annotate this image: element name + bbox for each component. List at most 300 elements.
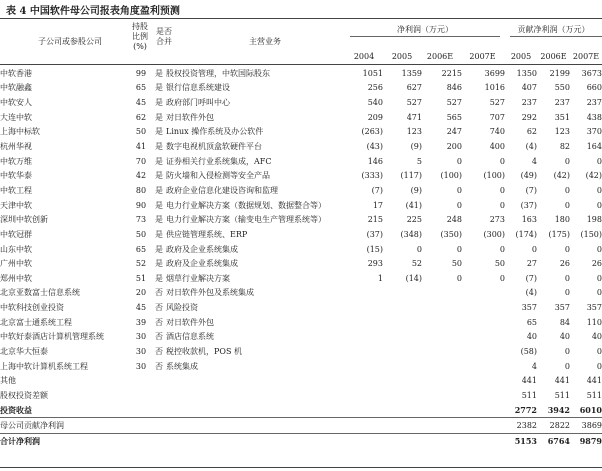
business-desc: 数字电视机顶盒软硬件平台	[166, 142, 262, 152]
stake-percent: 62	[135, 112, 147, 122]
contribution-cell: 6010	[579, 405, 602, 416]
contribution-cell: (42)	[585, 171, 602, 181]
table-row	[0, 66, 602, 81]
contribution-cell: 441	[586, 376, 602, 386]
net-profit-cell: 3699	[484, 68, 505, 78]
net-profit-cell	[422, 434, 462, 449]
business-desc	[166, 434, 345, 449]
table-row	[0, 344, 602, 359]
net-profit-cell: 565	[446, 112, 462, 122]
subsidiary-name: 投资收益	[0, 404, 32, 415]
net-profit-cell	[462, 315, 505, 330]
subsidiary-name: 大连中软	[0, 112, 32, 122]
stake-percent: 30	[135, 346, 147, 356]
consolidated-flag: 否	[155, 346, 163, 356]
net-profit-cell	[345, 418, 383, 434]
header-stake-line-2: 比例	[132, 32, 148, 41]
contribution-cell: 2772	[514, 405, 537, 416]
consolidated-flag: 是	[155, 259, 163, 269]
stake-percent: 41	[135, 142, 147, 152]
header-consolidated	[152, 27, 176, 47]
net-profit-cell	[383, 434, 422, 449]
subsidiary-name: 天津中软	[0, 200, 32, 210]
table-row	[0, 256, 602, 271]
contribution-cell: 0	[596, 156, 602, 166]
table-row	[0, 227, 602, 242]
net-profit-cell: 248	[446, 215, 462, 225]
net-profit-cell: 471	[406, 112, 422, 122]
net-profit-cell: 0	[499, 244, 505, 254]
net-profit-cell: 527	[489, 98, 505, 108]
net-profit-cell: 846	[446, 83, 462, 93]
net-profit-cell: 527	[406, 98, 422, 108]
table-row	[0, 154, 602, 169]
table-row	[0, 403, 602, 418]
business-desc: 对日软件外包	[166, 317, 214, 327]
subsidiary-name: 母公司贡献净利润	[0, 418, 130, 434]
contribution-cell: (7)	[525, 185, 537, 195]
stake-percent: 73	[135, 215, 147, 225]
net-profit-cell	[345, 315, 383, 330]
table-row	[0, 183, 602, 198]
header-year: 2006E	[540, 52, 567, 61]
subsidiary-name: 中软万维	[0, 156, 32, 166]
header-year: 2007E	[572, 52, 600, 61]
business-desc: 烟草行业解决方案	[166, 273, 230, 283]
contribution-cell: 4	[531, 156, 537, 166]
contribution-cell: 1350	[516, 68, 537, 78]
net-profit-cell	[345, 344, 383, 359]
contribution-cell: 3673	[581, 68, 602, 78]
contribution-cell: 441	[521, 376, 537, 386]
contribution-cell: 357	[554, 303, 570, 313]
contribution-cell: 62	[526, 127, 537, 137]
stake-percent: 50	[135, 127, 147, 137]
consolidated-flag: 否	[155, 303, 163, 313]
contribution-cell: 27	[526, 259, 537, 269]
contribution-cell: 0	[564, 361, 570, 371]
stake-percent: 65	[135, 83, 147, 93]
header-year: 2007E	[469, 52, 496, 61]
contribution-cell: 2199	[549, 68, 570, 78]
header-group-rule	[510, 36, 602, 37]
consolidated-flag: 是	[155, 68, 163, 78]
consolidated-flag: 是	[155, 156, 163, 166]
contribution-cell: 0	[596, 273, 602, 283]
net-profit-cell	[422, 388, 462, 403]
business-desc: Linux 操作系统及办公软件	[166, 127, 264, 137]
table-row	[0, 168, 602, 183]
contribution-cell: 0	[564, 200, 570, 210]
net-profit-cell: 225	[406, 215, 422, 225]
contribution-cell: 550	[554, 83, 570, 93]
net-profit-cell: 17	[372, 200, 383, 210]
net-profit-cell: 215	[367, 215, 383, 225]
subsidiary-name: 合计净利润	[0, 434, 130, 449]
consolidated-flag: 是	[155, 200, 163, 210]
net-profit-cell: 0	[499, 185, 505, 195]
contribution-cell: 164	[586, 142, 602, 152]
business-desc: 税控收款机，POS 机	[166, 346, 242, 356]
business-desc: 风险投资	[166, 303, 198, 313]
net-profit-cell: 1	[377, 273, 383, 283]
consolidated-flag	[152, 388, 166, 403]
stake-percent: 45	[135, 303, 147, 313]
contribution-cell: (175)	[548, 229, 570, 239]
contribution-cell: 357	[521, 303, 537, 313]
subsidiary-name: 中软科技创业投资	[0, 303, 64, 313]
stake-percent	[130, 434, 152, 449]
stake-percent: 30	[135, 332, 147, 342]
table-row	[0, 388, 602, 403]
net-profit-cell	[422, 359, 462, 374]
stake-percent: 65	[135, 244, 147, 254]
net-profit-cell: (41)	[405, 200, 422, 210]
stake-percent: 90	[135, 200, 147, 210]
table-row	[0, 434, 602, 449]
net-profit-cell: (9)	[410, 185, 422, 195]
net-profit-cell	[422, 403, 462, 418]
net-profit-cell	[383, 330, 422, 345]
contribution-cell: (58)	[520, 346, 537, 356]
net-profit-cell: 0	[416, 244, 422, 254]
net-profit-cell: 0	[456, 200, 462, 210]
table-row	[0, 198, 602, 213]
contribution-cell: 0	[531, 244, 537, 254]
consolidated-flag: 否	[155, 288, 163, 298]
net-profit-cell: 50	[494, 259, 505, 269]
contribution-cell: 123	[554, 127, 570, 137]
consolidated-flag: 是	[155, 171, 163, 181]
profit-forecast-table	[0, 66, 602, 449]
contribution-cell: 351	[554, 112, 570, 122]
contribution-cell: 357	[586, 303, 602, 313]
net-profit-cell: 0	[456, 156, 462, 166]
net-profit-cell: 0	[456, 273, 462, 283]
net-profit-cell: (350)	[440, 229, 462, 239]
consolidated-flag: 是	[155, 185, 163, 195]
header-stake-line-1: 持股	[132, 22, 148, 31]
contribution-cell: 40	[559, 332, 570, 342]
stake-percent: 51	[135, 273, 147, 283]
consolidated-flag: 是	[155, 229, 163, 239]
subsidiary-name: 山东中软	[0, 244, 32, 254]
net-profit-cell: 400	[489, 142, 505, 152]
net-profit-cell: (43)	[366, 142, 383, 152]
contribution-cell: 237	[586, 98, 602, 108]
net-profit-cell	[462, 330, 505, 345]
subsidiary-name: 中软安人	[0, 98, 32, 108]
header-year: 2006E	[426, 52, 454, 61]
business-desc: 银行信息系统建设	[166, 83, 230, 93]
contribution-cell: (49)	[520, 171, 537, 181]
subsidiary-name: 北京富士通系统工程	[0, 317, 72, 327]
net-profit-cell	[422, 300, 462, 315]
net-profit-cell: (9)	[410, 142, 422, 152]
contribution-cell: 9879	[570, 434, 602, 449]
stake-percent: 50	[135, 229, 147, 239]
header-net-profit: 净利润（万元）	[397, 25, 453, 34]
contribution-cell: 237	[554, 98, 570, 108]
contribution-cell: 0	[596, 346, 602, 356]
header-group-rule	[350, 36, 500, 37]
consolidated-flag: 否	[155, 317, 163, 327]
business-desc: 电力行业解决方案（数据规划、数据整合等）	[166, 200, 326, 210]
net-profit-cell: 273	[489, 215, 505, 225]
stake-percent	[130, 373, 152, 388]
net-profit-cell	[345, 434, 383, 449]
contribution-cell: 0	[596, 244, 602, 254]
bottom-rule	[0, 467, 602, 468]
net-profit-cell: 256	[367, 83, 383, 93]
contribution-cell: 110	[586, 317, 602, 327]
header-business: 主营业务	[249, 37, 281, 46]
net-profit-cell	[462, 344, 505, 359]
stake-percent	[130, 418, 152, 434]
net-profit-cell	[383, 359, 422, 374]
consolidated-flag: 是	[155, 98, 163, 108]
net-profit-cell: 123	[406, 127, 422, 137]
header-stake	[128, 22, 152, 52]
net-profit-cell: 0	[499, 273, 505, 283]
net-profit-cell: (15)	[366, 244, 383, 254]
net-profit-cell	[345, 388, 383, 403]
contribution-cell: 6764	[537, 434, 570, 449]
net-profit-cell	[422, 373, 462, 388]
net-profit-cell	[383, 403, 422, 418]
net-profit-cell	[345, 286, 383, 301]
contribution-cell: 2382	[505, 418, 537, 434]
net-profit-cell: 52	[411, 259, 422, 269]
stake-percent: 45	[135, 98, 147, 108]
contribution-cell: (37)	[520, 200, 537, 210]
header-year: 2005	[510, 52, 532, 61]
contribution-cell: 0	[564, 185, 570, 195]
subsidiary-name: 其他	[0, 376, 16, 386]
net-profit-cell: 293	[367, 259, 383, 269]
net-profit-cell: 50	[451, 259, 462, 269]
header-contribution: 贡献净利润（万元）	[517, 25, 590, 34]
stake-percent: 20	[135, 288, 147, 298]
consolidated-flag: 是	[155, 273, 163, 283]
stake-percent: 30	[135, 361, 147, 371]
subsidiary-name: 郑州中软	[0, 273, 32, 283]
table-header	[0, 19, 602, 64]
contribution-cell: 40	[526, 332, 537, 342]
net-profit-cell: (300)	[483, 229, 505, 239]
net-profit-cell	[345, 403, 383, 418]
net-profit-cell: 1051	[362, 68, 383, 78]
business-desc: 电力行业解决方案（输变电生产管理系统等）	[166, 215, 326, 225]
net-profit-cell	[345, 330, 383, 345]
net-profit-cell	[462, 286, 505, 301]
net-profit-cell: 146	[367, 156, 383, 166]
net-profit-cell	[462, 373, 505, 388]
contribution-cell: (4)	[525, 142, 537, 152]
stake-percent: 52	[135, 259, 147, 269]
table-row	[0, 271, 602, 286]
net-profit-cell: 1016	[484, 83, 505, 93]
consolidated-flag: 是	[155, 215, 163, 225]
contribution-cell: 26	[559, 259, 570, 269]
business-desc: 防火墙和入侵检测等安全产品	[166, 171, 270, 181]
subsidiary-name: 中软好泰酒店计算机管理系统	[0, 332, 104, 342]
net-profit-cell: (14)	[405, 273, 422, 283]
contribution-cell: 438	[586, 112, 602, 122]
net-profit-cell	[383, 373, 422, 388]
net-profit-cell: 540	[367, 98, 383, 108]
subsidiary-name: 中软华泰	[0, 171, 32, 181]
table-row	[0, 125, 602, 140]
stake-percent	[130, 388, 152, 403]
net-profit-cell: 209	[367, 112, 383, 122]
contribution-cell: 511	[586, 390, 602, 400]
table-row	[0, 110, 602, 125]
net-profit-cell: 0	[456, 185, 462, 195]
stake-percent	[130, 403, 152, 418]
business-desc: 证券相关行业系统集成，AFC	[166, 156, 272, 166]
net-profit-cell	[462, 403, 505, 418]
contribution-cell: 198	[586, 215, 602, 225]
net-profit-cell: (37)	[366, 229, 383, 239]
header-year: 2004	[353, 52, 375, 61]
business-desc: 对日软件外包及系统集成	[166, 288, 254, 298]
table-row	[0, 373, 602, 388]
table-title: 表 4 中国软件母公司报表角度盈利预测	[6, 6, 180, 17]
net-profit-cell: (100)	[440, 171, 462, 181]
header-year: 2005	[391, 52, 413, 61]
net-profit-cell	[383, 418, 422, 434]
contribution-cell: 26	[591, 259, 602, 269]
net-profit-cell: 627	[406, 83, 422, 93]
subsidiary-name: 中软冠群	[0, 229, 32, 239]
net-profit-cell: 1359	[401, 68, 422, 78]
net-profit-cell	[383, 388, 422, 403]
contribution-cell: 2822	[537, 418, 570, 434]
table-row	[0, 418, 602, 434]
contribution-cell: 40	[591, 332, 602, 342]
subsidiary-name: 上海中软计算机系统工程	[0, 361, 88, 371]
table-row	[0, 359, 602, 374]
net-profit-cell: 0	[456, 244, 462, 254]
consolidated-flag: 是	[155, 83, 163, 93]
consolidated-flag	[152, 434, 166, 449]
contribution-cell: 0	[596, 185, 602, 195]
business-desc: 系统集成	[166, 361, 198, 371]
header-stake-line-3: (%)	[133, 42, 147, 51]
contribution-cell: 0	[564, 346, 570, 356]
net-profit-cell: 527	[446, 98, 462, 108]
net-profit-cell	[422, 344, 462, 359]
header-consolidated-line-2: 合并	[156, 37, 172, 46]
net-profit-cell: (7)	[371, 185, 383, 195]
contribution-cell: 0	[596, 288, 602, 298]
table-row	[0, 139, 602, 154]
contribution-cell: 163	[521, 215, 537, 225]
subsidiary-name: 上海中标软	[0, 127, 40, 137]
net-profit-cell	[462, 434, 505, 449]
consolidated-flag	[152, 418, 166, 434]
contribution-cell: 0	[564, 288, 570, 298]
net-profit-cell	[422, 418, 462, 434]
table-row	[0, 81, 602, 96]
table-row	[0, 300, 602, 315]
consolidated-flag: 是	[155, 244, 163, 254]
header-rule	[0, 64, 602, 65]
stake-percent: 99	[135, 68, 147, 78]
contribution-cell: 3869	[570, 418, 602, 434]
consolidated-flag: 是	[155, 127, 163, 137]
net-profit-cell: 0	[499, 200, 505, 210]
business-desc: 对日软件外包	[166, 112, 214, 122]
contribution-cell: 4	[531, 361, 537, 371]
net-profit-cell	[422, 315, 462, 330]
net-profit-cell	[462, 418, 505, 434]
net-profit-cell: 2215	[441, 68, 462, 78]
net-profit-cell	[383, 300, 422, 315]
contribution-cell: (174)	[515, 229, 537, 239]
contribution-cell: 511	[554, 390, 570, 400]
contribution-cell: 407	[521, 83, 537, 93]
subsidiary-name: 广州中软	[0, 259, 32, 269]
net-profit-cell	[383, 315, 422, 330]
table-row	[0, 242, 602, 257]
net-profit-cell: 707	[489, 112, 505, 122]
contribution-cell: 237	[521, 98, 537, 108]
stake-percent: 42	[135, 171, 147, 181]
net-profit-cell	[345, 373, 383, 388]
table-row	[0, 212, 602, 227]
table-row	[0, 330, 602, 345]
subsidiary-name: 杭州华视	[0, 142, 32, 152]
net-profit-cell: (117)	[400, 171, 422, 181]
subsidiary-name: 北京华大恒泰	[0, 346, 48, 356]
table-row	[0, 95, 602, 110]
subsidiary-name: 北京亚数富士信息系统	[0, 288, 80, 298]
contribution-cell: 370	[586, 127, 602, 137]
consolidated-flag	[152, 373, 166, 388]
contribution-cell: (150)	[580, 229, 602, 239]
header-subsidiary: 子公司或参股公司	[38, 37, 102, 46]
stake-percent: 80	[135, 185, 147, 195]
net-profit-cell	[462, 300, 505, 315]
contribution-cell: (42)	[553, 171, 570, 181]
subsidiary-name: 深圳中软创新	[0, 215, 48, 225]
consolidated-flag: 否	[155, 361, 163, 371]
net-profit-cell: 247	[446, 127, 462, 137]
consolidated-flag: 是	[155, 142, 163, 152]
contribution-cell: 0	[564, 244, 570, 254]
consolidated-flag: 是	[155, 112, 163, 122]
net-profit-cell: 740	[489, 127, 505, 137]
contribution-cell: 441	[554, 376, 570, 386]
contribution-cell: (4)	[525, 288, 537, 298]
net-profit-cell	[345, 359, 383, 374]
business-desc	[166, 373, 345, 388]
contribution-cell: 65	[526, 317, 537, 327]
net-profit-cell	[422, 286, 462, 301]
contribution-cell: 0	[564, 273, 570, 283]
net-profit-cell	[383, 344, 422, 359]
business-desc: 酒店信息系统	[166, 332, 214, 342]
contribution-cell: 0	[564, 156, 570, 166]
subsidiary-name: 中软融鑫	[0, 83, 32, 93]
net-profit-cell: (333)	[361, 171, 383, 181]
contribution-cell: 84	[559, 317, 570, 327]
net-profit-cell: (100)	[483, 171, 505, 181]
subsidiary-name: 股权投资差额	[0, 390, 48, 400]
contribution-cell: 292	[521, 112, 537, 122]
